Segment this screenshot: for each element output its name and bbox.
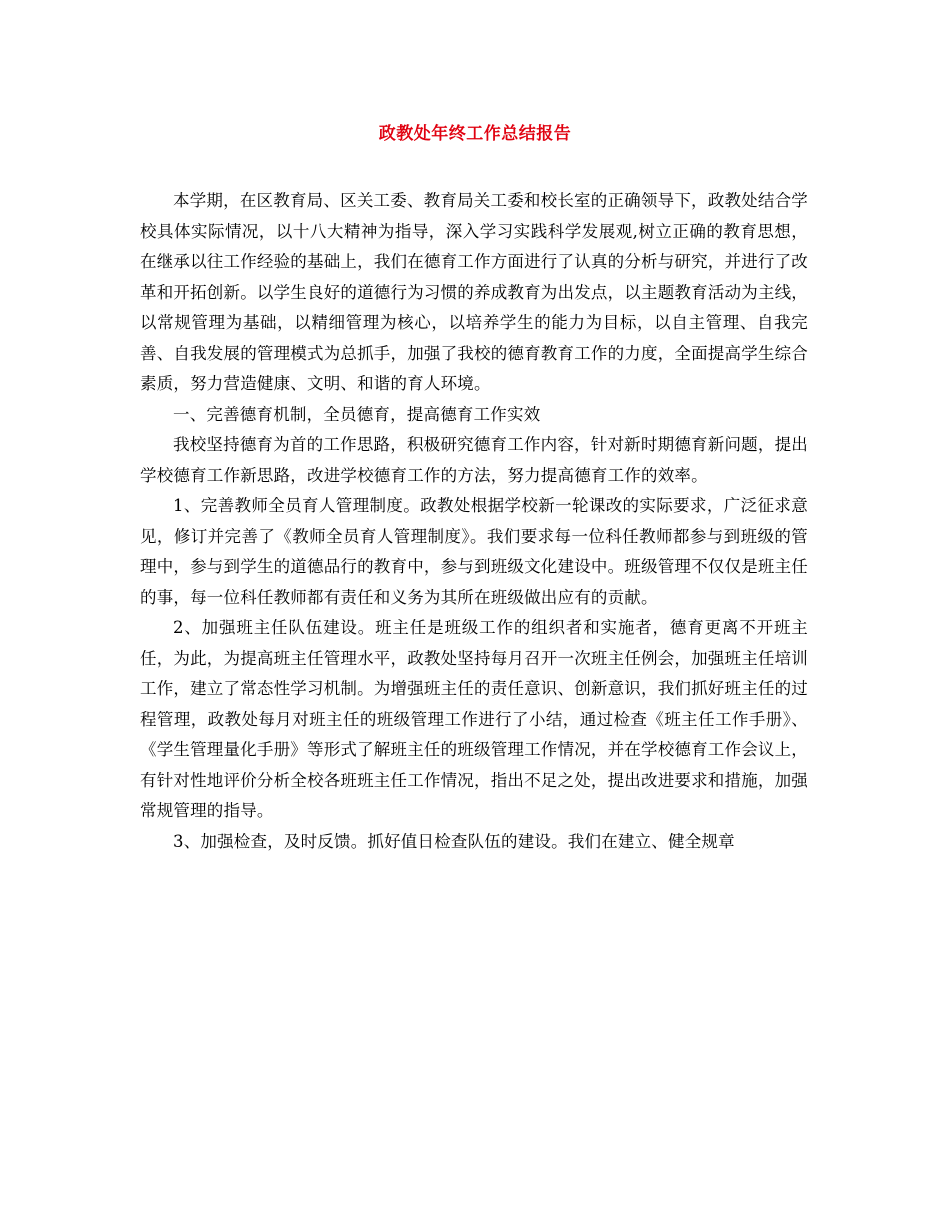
paragraph-item-3: 3、加强检查，及时反馈。抓好值日检查队伍的建设。我们在建立、健全规章 <box>173 831 735 851</box>
section-heading-1: 一、完善德育机制，全员德育，提高德育工作实效 <box>173 404 541 424</box>
paragraph-section-1: 我校坚持德育为首的工作思路，积极研究德育工作内容，针对新时期德育新问题，提出学校德育工作新思路，改进学校德育工作的方法，努力提高德育工作的效率。 <box>140 435 808 485</box>
paragraph-intro: 本学期，在区教育局、区关工委、教育局关工委和校长室的正确领导下，政教处结合学校具体实际情况，以十八大精神为指导，深入学习实践科学发展观,树立正确的教育思想，在继承以往工作经验的基础上，我们在德育工作方面进行了认真的分析与研究，并进行了改革和开拓创新。以学生良好的道德行为习惯的养成教育为出发点，以主题教育活动为主线，以常规管理为基础，以精细管理为核心，以培养学生的能力为目标，以自主管理、自我完善、自我发展的管理模式为总抓手，加强了我校的德育教育工作的力度，全面提高学生综合素质，努力营造健康、文明、和谐的育人环境。 <box>140 191 808 393</box>
paragraph-item-2: 2、加强班主任队伍建设。班主任是班级工作的组织者和实施者，德育更离不开班主任，为此，为提高班主任管理水平，政教处坚持每月召开一次班主任例会，加强班主任培训工作，建立了常态性学习机制。为增强班主任的责任意识、创新意识，我们抓好班主任的过程管理，政教处每月对班主任的班级管理工作进行了小结，通过检查《班主任工作手册》、《学生管理量化手册》等形式了解班主任的班级管理工作情况，并在学校德育工作会议上，有针对性地评价分析全校各班班主任工作情况，指出不足之处，提出改进要求和措施，加强常规管理的指导。 <box>140 618 808 820</box>
document-body <box>140 186 808 857</box>
document-title: 政教处年终工作总结报告 <box>378 124 572 144</box>
paragraph-item-1: 1、完善教师全员育人管理制度。政教处根据学校新一轮课改的实际要求，广泛征求意见，修订并完善了《教师全员育人管理制度》。我们要求每一位科任教师都参与到班级的管理中，参与到学生的道德品行的教育中，参与到班级文化建设中。班级管理不仅仅是班主任的事，每一位科任教师都有责任和义务为其所在班级做出应有的贡献。 <box>140 496 808 607</box>
